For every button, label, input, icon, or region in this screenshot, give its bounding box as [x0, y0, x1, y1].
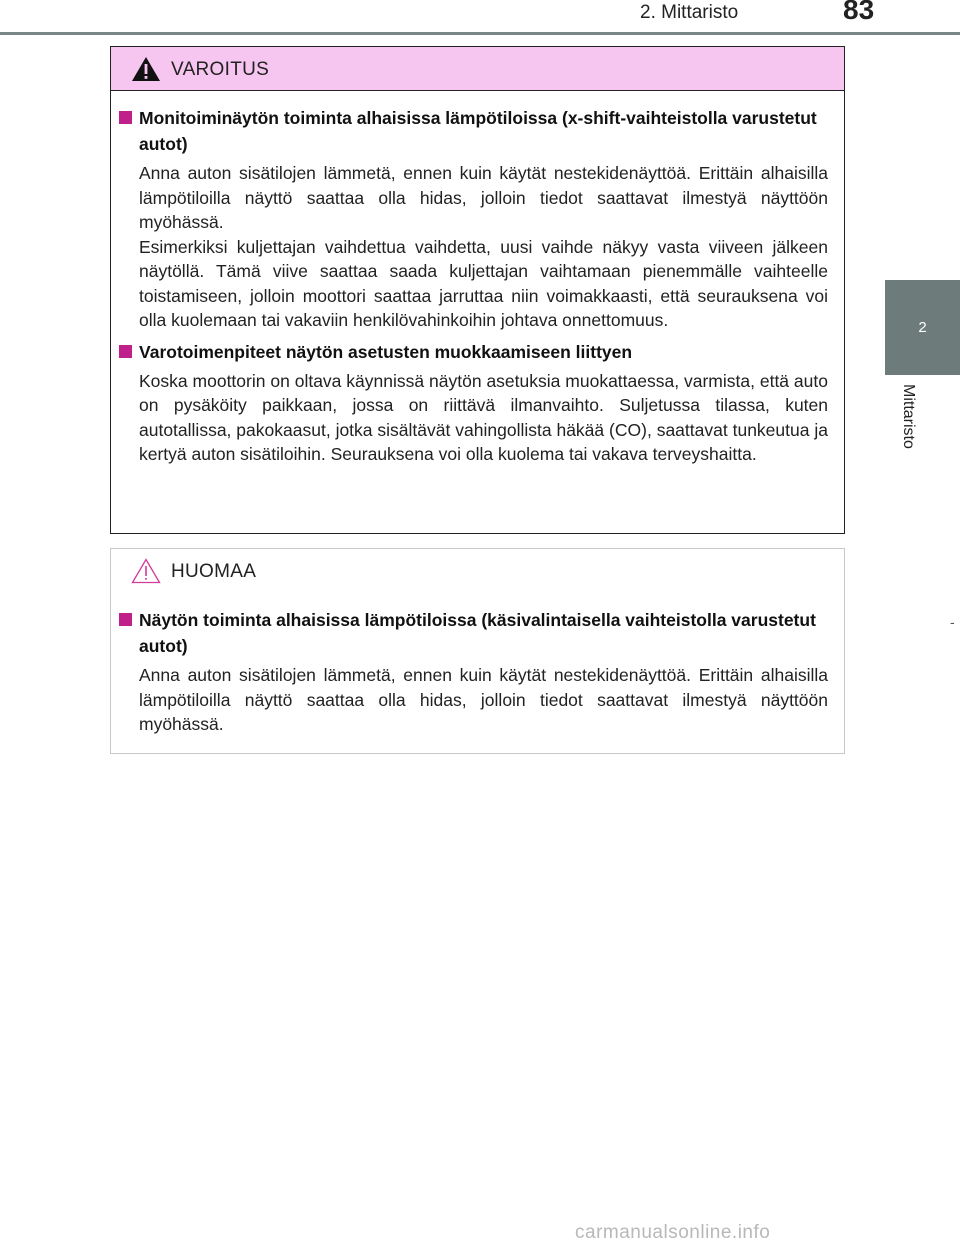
notice-item-title [119, 607, 828, 659]
notice-item [119, 607, 828, 737]
warning-heading: VAROITUS [171, 59, 270, 80]
warning-paragraph: Koska moottorin on oltava käynnissä näytön asetuksia muokattaessa, varmista, että auto on pysäköity paikkaan, jossa on riittävä ilmanvaihto. Suljetussa tilassa, kuten autotallissa, pakokaasut, jotka sisältävät vahingollista häkää (CO), saattavat tunkeutua ja kertyä auton sisätiloihin. Seurauksena voi olla kuolema tai vakava terveyshaitta. [139, 370, 828, 464]
watermark: carmanualsonline.info [575, 1222, 771, 1243]
warning-item [119, 339, 828, 467]
warning-box [110, 46, 845, 534]
page-number: 83 [843, 0, 875, 25]
chapter-tab[interactable]: 2 [885, 280, 960, 375]
margin-mark: - [950, 614, 955, 630]
header-rule [0, 32, 960, 35]
warning-triangle-icon [131, 56, 161, 82]
item-title-text: Näytön toiminta alhaisissa lämpötiloissa (käsivalintaisella vaihteistolla varustetut autot) [139, 610, 816, 656]
warning-body [111, 91, 844, 467]
warning-paragraph: Esimerkiksi kuljettajan vaihdettua vaihdetta, uusi vaihde näkyy vasta viiveen jälkeen näytöllä. Tämä viive saattaa saada kuljettajan vaihtamaan pienemmälle vaihteelle toistamiseen, jolloin moottori saattaa jarruttaa niin voimakkaasti, että seurauksena voi olla kuolemaan tai vakaviin henkilövahinkoihin johtava onnettomuus. [139, 236, 828, 330]
item-title-text: Varotoimenpiteet näytön asetusten muokkaamiseen liittyen [139, 341, 633, 362]
warning-item-title [119, 105, 828, 157]
notice-header [111, 549, 844, 593]
chapter-tab-label: Mittaristo [900, 384, 917, 449]
notice-paragraph: Anna auton sisätilojen lämmetä, ennen kuin käytät nestekidenäyttöä. Erittäin alhaisilla lämpötiloilla näyttö saattaa olla hidas, jolloin tiedot saattavat ilmestyä näyttöön myöhässä. [139, 665, 828, 734]
square-bullet-icon [119, 345, 132, 358]
section-title: 2. Mittaristo [640, 2, 739, 23]
square-bullet-icon [119, 111, 132, 124]
item-title-text: Monitoiminäytön toiminta alhaisissa lämpötiloissa (x-shift-vaihteistolla varustetut autot) [139, 108, 817, 154]
notice-box [110, 548, 845, 754]
warning-item-title [119, 339, 828, 365]
warning-header [111, 47, 844, 91]
warning-item [119, 105, 828, 333]
notice-body [111, 593, 844, 737]
warning-paragraph: Anna auton sisätilojen lämmetä, ennen kuin käytät nestekidenäyttöä. Erittäin alhaisilla lämpötiloilla näyttö saattaa olla hidas, jolloin tiedot saattavat ilmestyä näyttöön myöhässä. [139, 163, 828, 232]
notice-heading: HUOMAA [171, 561, 257, 582]
square-bullet-icon [119, 613, 132, 626]
notice-triangle-icon [131, 558, 161, 584]
